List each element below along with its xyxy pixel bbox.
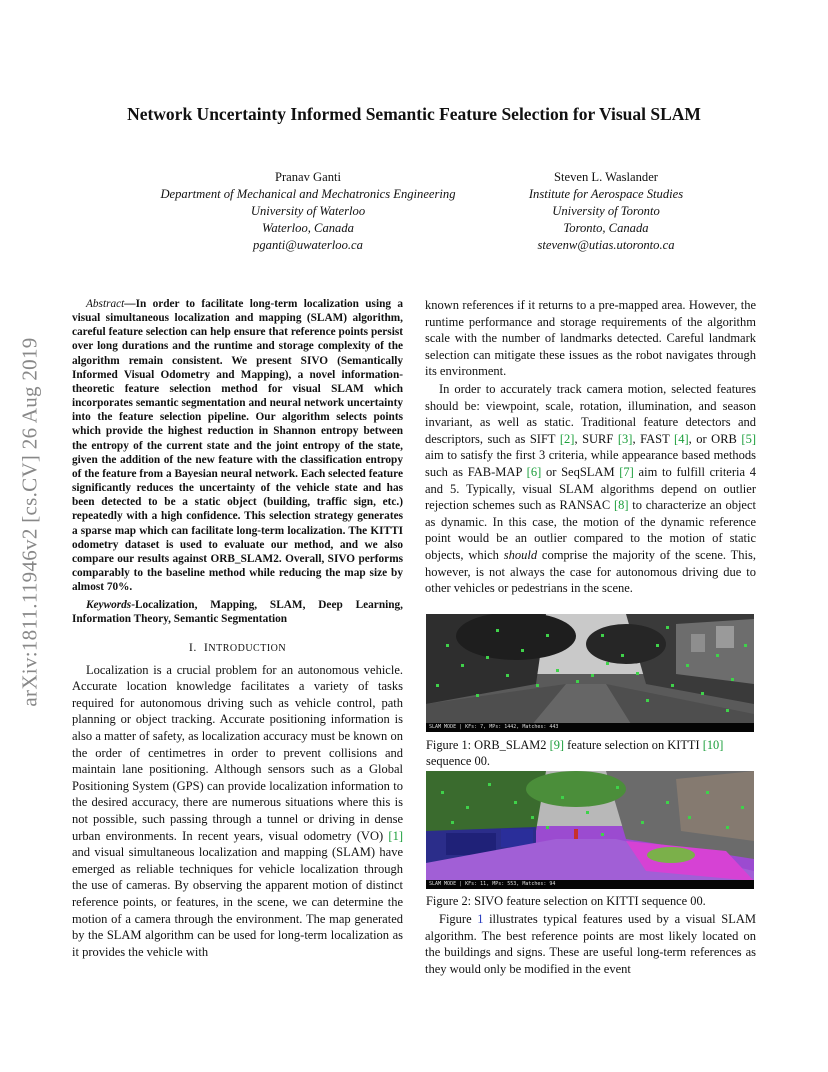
caption-text: sequence 00. bbox=[426, 754, 490, 768]
paper-title: Network Uncertainty Informed Semantic Feature Selection for Visual SLAM bbox=[127, 104, 701, 124]
figure-2-image bbox=[426, 771, 754, 889]
abstract-text: —In order to facilitate long-term localization using a visual simultaneous localization and mapping (SLAM) algorithm, careful feature selection can help ensure that reference points persist over long durations and the runtime and storage complexity of the algorithm remain consistent. We present SIVO (Semantically Informed Visual Odometry and Mapping), a novel information-theoretic feature selection method for visual SLAM which incorporates semantic segmentation and neural network uncertainty into the feature selection pipeline. Our algorithm selects points which provide the highest reduction in Shannon entropy between the entropy of the current state and the joint entropy of the state, given the addition of the new feature with the classification entropy of the feature from a Bayesian neural network. Each selected feature significantly reduces the uncertainty of the vehicle state and has been detected to be a static object (building, traffic sign, etc.) repeatedly with a high confidence. This selection strategy generates a sparse map which can facilitate long-term localization. The KITTI odometry dataset is used to evaluate our method, and we also compare our results against ORB_SLAM2. Overall, SIVO performs comparably to the baseline method while reducing the map size by almost 70%. bbox=[72, 298, 403, 594]
citation-link[interactable]: [2] bbox=[559, 431, 575, 446]
section-heading bbox=[72, 640, 403, 655]
author-city: Waterloo, Canada bbox=[262, 221, 354, 235]
street-scene-grayscale bbox=[426, 614, 754, 732]
body-text-italic: should bbox=[503, 547, 538, 562]
right-column bbox=[425, 297, 756, 597]
arxiv-id: arXiv:1811.11946v2 [cs.CV] 26 Aug 2019 bbox=[17, 337, 42, 707]
author-email[interactable]: pganti@uwaterloo.ca bbox=[253, 238, 363, 252]
section-number: I. bbox=[188, 639, 197, 654]
left-column bbox=[72, 297, 403, 960]
citation-link[interactable]: [7] bbox=[619, 464, 634, 479]
street-scene-segmented bbox=[426, 771, 754, 889]
author-email[interactable]: stevenw@utias.utoronto.ca bbox=[537, 238, 675, 252]
citation-link[interactable]: [1] bbox=[388, 828, 403, 843]
arxiv-stamp bbox=[10, 282, 50, 762]
section-title-first: I bbox=[203, 639, 209, 654]
abstract bbox=[72, 297, 403, 594]
slam-status-bar: SLAM MODE | KFs: 11, MPs: 553, Matches: 94 bbox=[426, 880, 754, 889]
citation-link[interactable]: [5] bbox=[741, 431, 756, 446]
citation-link[interactable]: [9] bbox=[549, 738, 565, 752]
figure-1-image bbox=[426, 614, 754, 732]
intro-paragraph-2: known references if it returns to a pre-mapped area. However, the runtime performance and storage requirements of the algorithm scale with the number of landmarks detected. Careful landmark selection can mitigate these issues as the robot navigates through its environment. bbox=[425, 298, 756, 379]
body-text: aim to satisfy the first 3 criteria, while appearance based methods such as FAB-MAP bbox=[425, 448, 756, 479]
caption-text: Figure 1: ORB_SLAM2 bbox=[426, 738, 550, 752]
author-block-1 bbox=[108, 169, 508, 254]
body-text: Localization is a crucial problem for an autonomous vehicle. Accurate location knowledge facilitates a variety of tasks required for autonomous driving such as vehicle control, path planning or object tracking. Accurate positioning information is also a matter of safety, as localization accuracy must be known on the order of centimetres in order to prevent collisions and maintain lane positioning. Although sensors such as a Global Positioning System (GPS) can provide localization information to the desired accuracy, there are numerous situations where this is not possible, such passing through a tunnel or driving in dense urban environments. In recent years, visual odometry (VO) bbox=[72, 662, 403, 843]
author-dept: Department of Mechanical and Mechatronics Engineering bbox=[160, 187, 456, 201]
intro-paragraph-1 bbox=[72, 662, 403, 961]
keywords-text: -Localization, Mapping, SLAM, Deep Learning, Information Theory, Semantic Segmentation bbox=[72, 599, 403, 626]
body-text: , FAST bbox=[632, 431, 675, 446]
author-inst: University of Toronto bbox=[552, 204, 660, 218]
figure-ref-link[interactable]: 1 bbox=[477, 912, 484, 926]
section-title-rest: NTRODUCTION bbox=[208, 642, 287, 654]
intro-paragraph-4 bbox=[425, 911, 756, 977]
keywords-label: Keywords bbox=[86, 599, 132, 612]
body-text: illustrates typical features used by a visual SLAM algorithm. The best reference points are most likely located on the buildings and signs. These are useful long-term references as they would only be modified in the event bbox=[425, 912, 756, 976]
intro-paragraph-3 bbox=[425, 381, 756, 597]
body-text: to characterize an object as dynamic. In this case, the motion of the dynamic reference point would be an outlier compared to the motion of static objects, which bbox=[425, 498, 756, 562]
abstract-label: Abstract bbox=[86, 298, 125, 310]
body-text: , or ORB bbox=[688, 431, 742, 446]
figure-1-caption bbox=[426, 737, 757, 769]
body-text: In order to accurately track camera motion, selected features should be: viewpoint, scale, rotation, illumination, and season invariant, as well as static. Traditional feature detectors and descriptors, such as SIFT bbox=[425, 381, 756, 446]
author-dept: Institute for Aerospace Studies bbox=[528, 187, 684, 201]
citation-link[interactable]: [4] bbox=[674, 431, 689, 446]
citation-link[interactable]: [3] bbox=[617, 431, 633, 446]
author-block-2 bbox=[486, 169, 726, 254]
keywords bbox=[72, 598, 403, 626]
author-name: Steven L. Waslander bbox=[553, 170, 659, 184]
body-text: and visual simultaneous localization and mapping (SLAM) have emerged as reliable techniques for vehicle localization through the use of cameras. By observing the apparent motion of distinct reference points, or features, in the scene, we can determine the motion of a camera through the environment. The map generated by the SLAM algorithm can be used for long-term localization as it provides the vehicle with bbox=[72, 845, 403, 959]
body-text: comprise the majority of the scene. This, however, is not always the case for autonomous driving due to other vehicles or pedestrians in the scene. bbox=[425, 547, 756, 596]
author-city: Toronto, Canada bbox=[563, 221, 649, 235]
author-name: Pranav Ganti bbox=[274, 170, 342, 184]
citation-link[interactable]: [6] bbox=[526, 464, 542, 479]
slam-status-bar: SLAM MODE | KFs: 7, MPs: 1442, Matches: 443 bbox=[426, 723, 754, 732]
body-text: or SeqSLAM bbox=[541, 464, 620, 479]
body-text: aim to fulfill criteria 4 and 5. Typically, visual SLAM algorithms depend on outlier rejection schemes such as RANSAC bbox=[425, 464, 756, 513]
body-text: Figure bbox=[439, 912, 478, 926]
citation-link[interactable]: [10] bbox=[702, 738, 724, 752]
citation-link[interactable]: [8] bbox=[613, 498, 629, 513]
figure-2-caption: Figure 2: SIVO feature selection on KITTI sequence 00. bbox=[426, 894, 706, 908]
body-text: , SURF bbox=[574, 431, 618, 446]
author-inst: University of Waterloo bbox=[250, 204, 366, 218]
caption-text: feature selection on KITTI bbox=[564, 738, 703, 752]
